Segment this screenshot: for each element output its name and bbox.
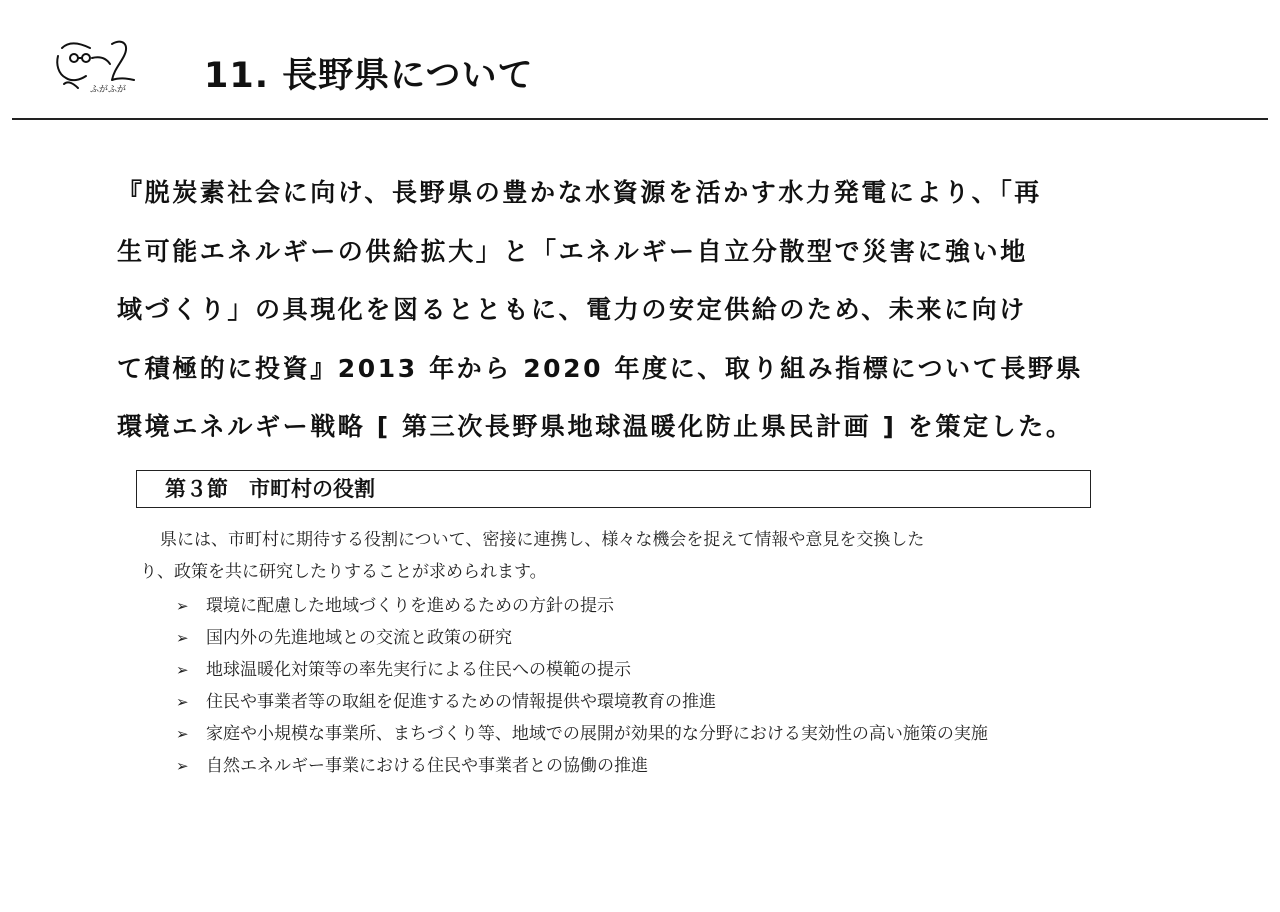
list-item	[176, 590, 1096, 622]
excerpt-paragraph	[140, 524, 1095, 588]
list-item-text: 自然エネルギー事業における住民や事業者との協働の推進	[206, 756, 648, 776]
arrow-bullet-icon: ➢	[176, 693, 189, 711]
list-item-text: 地球温暖化対策等の率先実行による住民への模範の提示	[206, 660, 631, 680]
list-item	[176, 718, 1096, 750]
list-item	[176, 622, 1096, 654]
list-item	[176, 750, 1096, 782]
list-item-text: 住民や事業者等の取組を促進するための情報提供や環境教育の推進	[206, 692, 716, 712]
list-item	[176, 654, 1096, 686]
document-excerpt	[130, 466, 1105, 826]
arrow-bullet-icon: ➢	[176, 597, 189, 615]
excerpt-paragraph-line: り、政策を共に研究したりすることが求められます。	[140, 562, 547, 582]
intro-line: 域づくり」の具現化を図るとともに、電力の安定供給のため、未来に向け	[117, 295, 1027, 324]
intro-line: 『脱炭素社会に向け、長野県の豊かな水資源を活かす水力発電により、「再	[117, 178, 1042, 207]
arrow-bullet-icon: ➢	[176, 757, 189, 775]
list-item	[176, 686, 1096, 718]
arrow-bullet-icon: ➢	[176, 725, 189, 743]
intro-line: 生可能エネルギーの供給拡大」と「エネルギー自立分散型で災害に強い地	[117, 236, 1028, 266]
intro-paragraph	[117, 164, 1177, 457]
excerpt-paragraph-line: 県には、市町村に期待する役割について、密接に連携し、様々な機会を捉えて情報や意見を交換した	[160, 530, 925, 550]
intro-line: て積極的に投資』2013 年から 2020 年度に、取り組み指標について長野県	[117, 353, 1084, 383]
list-item-text: 国内外の先進地域との交流と政策の研究	[206, 628, 512, 648]
section-heading-box	[136, 470, 1091, 508]
section-heading: 第３節 市町村の役割	[165, 476, 375, 501]
logo	[52, 34, 138, 100]
logo-signature: ふがふが	[90, 85, 127, 95]
slide-title: 11. 長野県について	[204, 56, 534, 96]
intro-line: 環境エネルギー戦略 [ 第三次長野県地球温暖化防止県民計画 ] を策定した。	[117, 412, 1074, 441]
roles-list	[176, 590, 1096, 782]
arrow-bullet-icon: ➢	[176, 629, 189, 647]
arrow-bullet-icon: ➢	[176, 661, 189, 679]
header-divider	[12, 118, 1268, 120]
list-item-text: 家庭や小規模な事業所、まちづくり等、地域での展開が効果的な分野における実効性の高い施策の実施	[206, 724, 988, 744]
list-item-text: 環境に配慮した地域づくりを進めるための方針の提示	[206, 596, 614, 616]
